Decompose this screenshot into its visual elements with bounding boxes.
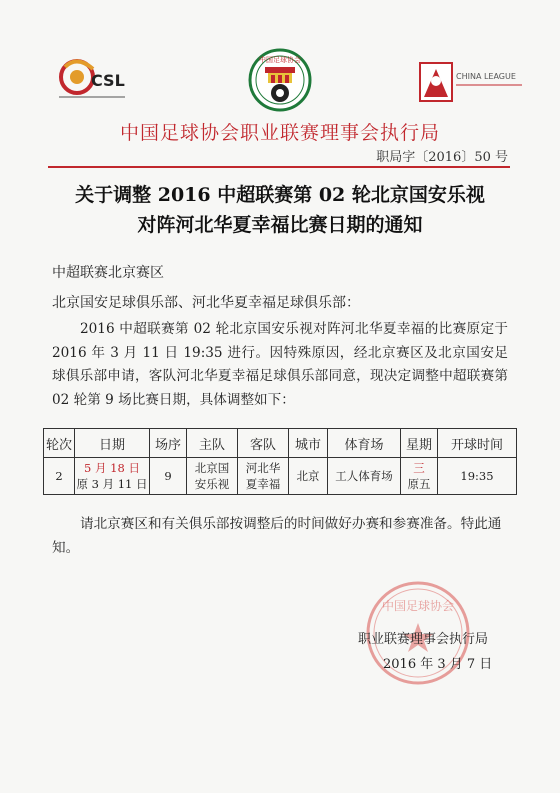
svg-text:CSL: CSL [91,71,125,90]
header-round: 轮次 [44,429,75,458]
notice-title [0,180,560,240]
svg-text:CHINA LEAGUE: CHINA LEAGUE [456,72,516,81]
notice-title-line-1: 关于调整 2016 中超联赛第 02 轮北京国安乐视 [75,184,485,206]
document-number: 职局字〔2016〕50 号 [376,150,508,165]
china-league-logo [418,59,528,105]
weekday-new: 三 [413,461,425,475]
header-stadium: 体育场 [328,429,401,458]
svg-text:中国足球协会: 中国足球协会 [381,599,455,613]
header-weekday: 星期 [401,429,438,458]
away-line-2: 夏幸福 [245,477,281,491]
header-city: 城市 [289,429,328,458]
cell-stadium: 工人体育场 [328,458,401,495]
recipient-line-2: 北京国安足球俱乐部、河北华夏幸福足球俱乐部： [52,295,360,311]
table-header-row [44,429,517,458]
bureau-title: 中国足球协会职业联赛理事会执行局 [119,122,440,144]
date-old: 原 3 月 11 日 [76,477,148,491]
header-divider [48,166,510,168]
table-row [44,458,517,495]
signature-date: 2016 年 3 月 7 日 [383,657,493,672]
date-new: 5 月 18 日 [84,461,140,475]
cell-kickoff: 19:35 [438,458,517,495]
header-away: 客队 [238,429,289,458]
logo-row [0,45,560,115]
cell-away [238,458,289,495]
weekday-old: 原五 [407,477,431,491]
header-date: 日期 [75,429,150,458]
cell-date [75,458,150,495]
header-match-no: 场序 [150,429,187,458]
signature-org: 职业联赛理事会执行局 [358,632,489,647]
recipient-line-1: 中超联赛北京赛区 [52,265,164,281]
header-kickoff: 开球时间 [438,429,517,458]
csl-logo [55,55,135,105]
cell-match-no: 9 [150,458,187,495]
home-line-2: 安乐视 [194,477,230,491]
home-line-1: 北京国 [194,461,230,475]
closing-paragraph: 请北京赛区和有关俱乐部按调整后的时间做好办赛和参赛准备。特此通知。 [52,516,502,556]
cfa-logo [241,45,319,113]
cell-weekday [401,458,438,495]
header-home: 主队 [187,429,238,458]
schedule-table [43,428,517,495]
svg-text:中国足球协会: 中国足球协会 [259,56,301,64]
away-line-1: 河北华 [245,461,281,475]
cell-round: 2 [44,458,75,495]
body-paragraph: 2016 中超联赛第 02 轮北京国安乐视对阵河北华夏幸福的比赛原定于 2016 年 3 月 11 日 19:35 进行。因特殊原因，经北京赛区及北京国安足球俱乐部申请，客队河北华夏幸福足球俱乐部同意，现决定调整中超联赛第 02 轮第 9 场比赛日期，具体调整如下： [52,321,508,408]
notice-title-line-2: 对阵河北华夏幸福比赛日期的通知 [137,214,423,236]
cell-city: 北京 [289,458,328,495]
cell-home [187,458,238,495]
